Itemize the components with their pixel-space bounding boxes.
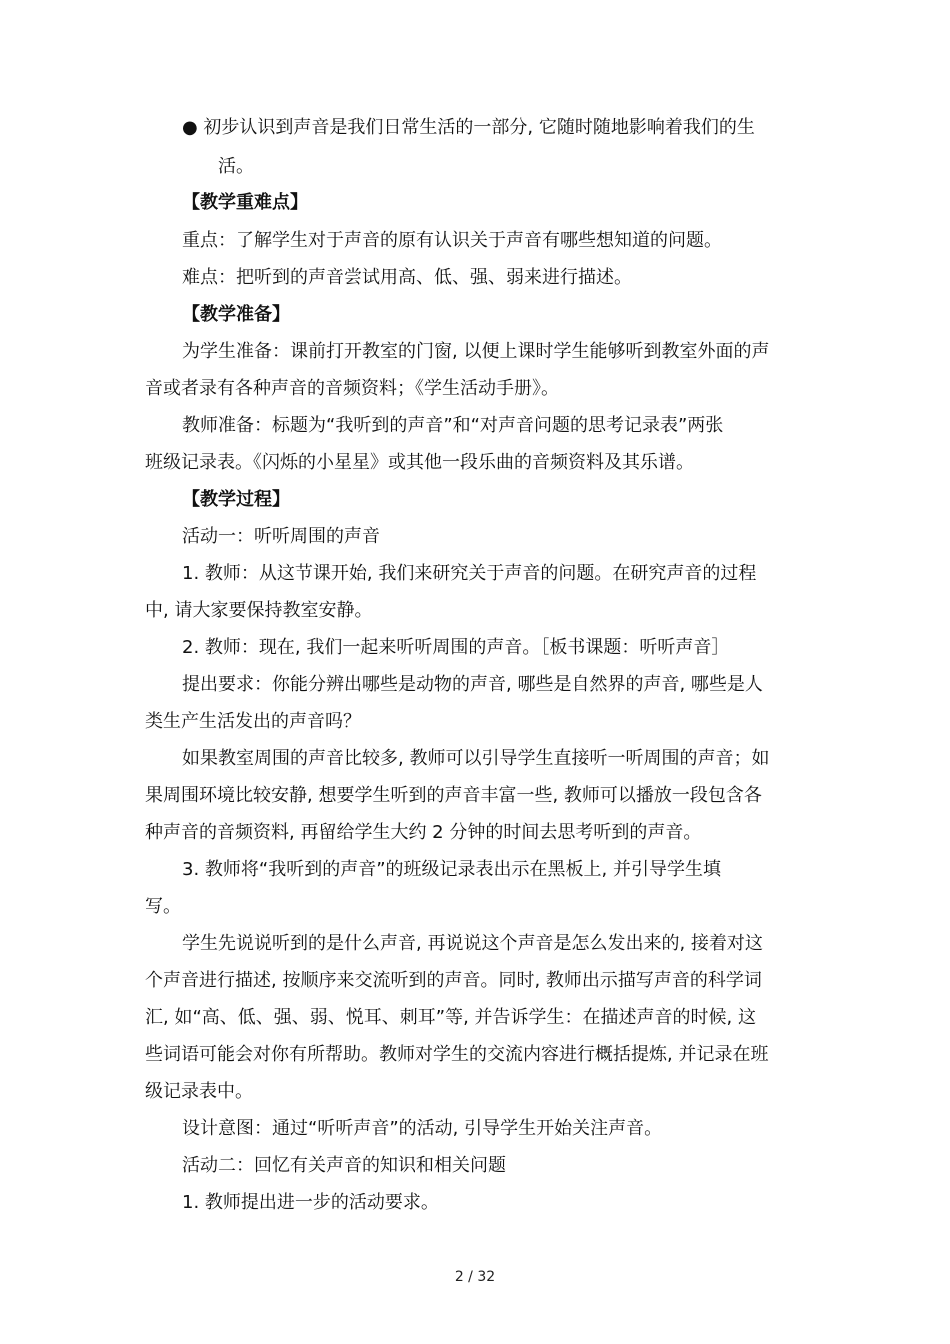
page-number: 2 / 32: [454, 1269, 496, 1285]
bullet-item: ● 初步认识到声音是我们日常生活的一部分, 它随时随地影响着我们的生: [182, 117, 755, 138]
paragraph-line: 1. 教师提出进一步的活动要求。: [182, 1192, 439, 1213]
section-heading-key-points: 【教学重难点】: [182, 192, 308, 213]
paragraph-line: 3. 教师将“我听到的声音”的班级记录表出示在黑板上, 并引导学生填: [182, 859, 721, 880]
activity-title: 活动二：回忆有关声音的知识和相关问题: [182, 1155, 506, 1176]
paragraph-line: 1. 教师：从这节课开始, 我们来研究关于声音的问题。在研究声音的过程: [182, 563, 757, 584]
paragraph-line: 为学生准备：课前打开教室的门窗, 以便上课时学生能够听到教室外面的声: [182, 341, 770, 362]
paragraph-line: 汇, 如“高、低、强、弱、悦耳、刺耳”等, 并告诉学生：在描述声音的时候, 这: [145, 1007, 756, 1028]
paragraph-line: 中, 请大家要保持教室安静。: [145, 600, 373, 621]
paragraph-line: 提出要求：你能分辨出哪些是动物的声音, 哪些是自然界的声音, 哪些是人: [182, 674, 763, 695]
paragraph-line: 类生产生活发出的声音吗？: [145, 711, 361, 732]
paragraph-line: 班级记录表。《闪烁的小星星》或其他一段乐曲的音频资料及其乐谱。: [145, 452, 694, 473]
paragraph-line: 重点：了解学生对于声音的原有认识关于声音有哪些想知道的问题。: [182, 230, 722, 251]
section-heading-process: 【教学过程】: [182, 489, 290, 510]
paragraph-line: 教师准备：标题为“我听到的声音”和“对声音问题的思考记录表”两张: [182, 415, 724, 436]
paragraph-line: 2. 教师：现在, 我们一起来听听周围的声音。［板书课题：听听声音］: [182, 637, 730, 658]
paragraph-line: 种声音的音频资料, 再留给学生大约 2 分钟的时间去思考听到的声音。: [145, 822, 702, 843]
bullet-item-continuation: 活。: [218, 156, 254, 177]
section-heading-preparation: 【教学准备】: [182, 304, 290, 325]
paragraph-line: 个声音进行描述, 按顺序来交流听到的声音。同时, 教师出示描写声音的科学词: [145, 970, 762, 991]
paragraph-line: 写。: [145, 896, 181, 917]
activity-title: 活动一：听听周围的声音: [182, 526, 380, 547]
paragraph-line: 学生先说说听到的是什么声音, 再说说这个声音是怎么发出来的, 接着对这: [182, 933, 763, 954]
paragraph-line: 难点：把听到的声音尝试用高、低、强、弱来进行描述。: [182, 267, 632, 288]
paragraph-line: 级记录表中。: [145, 1081, 253, 1102]
paragraph-line: 果周围环境比较安静, 想要学生听到的声音丰富一些, 教师可以播放一段包含各: [145, 785, 762, 806]
paragraph-line: 些词语可能会对你有所帮助。教师对学生的交流内容进行概括提炼, 并记录在班: [145, 1044, 769, 1065]
paragraph-line: 设计意图：通过“听听声音”的活动, 引导学生开始关注声音。: [182, 1118, 663, 1139]
paragraph-line: 如果教室周围的声音比较多, 教师可以引导学生直接听一听周围的声音；如: [182, 748, 770, 769]
paragraph-line: 音或者录有各种声音的音频资料；《学生活动手册》。: [145, 378, 559, 399]
